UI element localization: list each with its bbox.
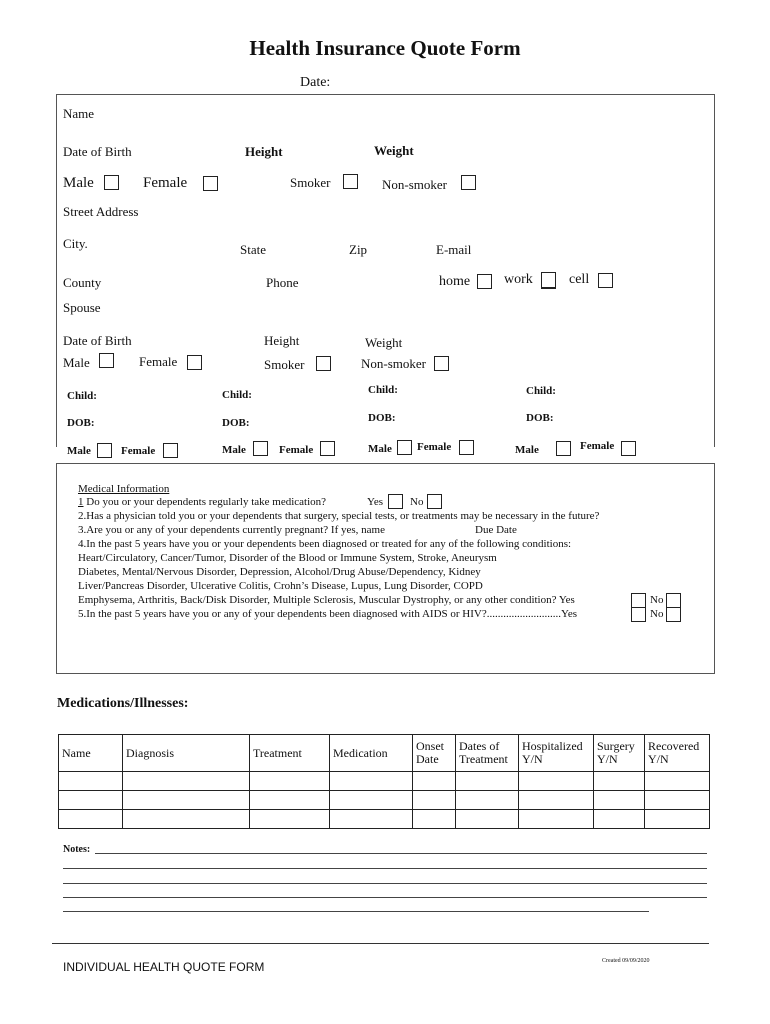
female-label: Female <box>143 175 188 191</box>
q1-text: Do you or your dependents regularly take medication? <box>83 496 327 508</box>
home-checkbox[interactable] <box>477 274 492 289</box>
city-label: City. <box>63 236 88 251</box>
spouse-height-label: Height <box>264 333 300 348</box>
child-2-female-label: Female <box>279 444 314 456</box>
spouse-label: Spouse <box>63 300 101 315</box>
medical-heading: Medical Information <box>78 483 170 495</box>
spouse-female-checkbox[interactable] <box>187 355 202 370</box>
table-cell[interactable] <box>594 810 645 829</box>
notes-line-3[interactable] <box>63 883 707 884</box>
medications-table <box>58 734 710 829</box>
q1-no-checkbox[interactable] <box>427 494 442 509</box>
county-label: County <box>63 275 102 290</box>
table-cell[interactable] <box>123 772 250 791</box>
medications-title: Medications/Illnesses: <box>57 696 189 711</box>
table-row <box>59 772 710 791</box>
col-header-dates-of-treatment: Dates of Treatment <box>456 735 519 772</box>
q1-no-label: No <box>410 496 424 508</box>
form-title: Health Insurance Quote Form <box>249 36 521 60</box>
table-cell[interactable] <box>413 772 456 791</box>
q5-no-checkbox[interactable] <box>666 607 681 622</box>
q1-yes-label: Yes <box>367 496 384 508</box>
spouse-dob-label: Date of Birth <box>63 333 132 348</box>
child-2-label: Child: <box>222 389 252 401</box>
table-cell[interactable] <box>123 791 250 810</box>
conditions-line-4: Emphysema, Arthritis, Back/Disk Disorder, Multiple Sclerosis, Muscular Dystrophy, or any other condition? Yes <box>78 594 575 606</box>
col-header-surgery: Surgery Y/N <box>594 735 645 772</box>
cell-checkbox[interactable] <box>598 273 613 288</box>
table-cell[interactable] <box>413 810 456 829</box>
q1-number: 1 <box>78 496 84 508</box>
medical-q4: 4.In the past 5 years have you or your dependents been diagnosed or treated for any of the following conditions: <box>78 538 572 550</box>
spouse-weight-label: Weight <box>365 335 403 350</box>
child-2-male-label: Male <box>222 444 246 456</box>
table-cell[interactable] <box>330 791 413 810</box>
table-cell[interactable] <box>645 810 710 829</box>
table-cell[interactable] <box>456 810 519 829</box>
table-cell[interactable] <box>250 772 330 791</box>
col-header-medication: Medication <box>330 735 413 772</box>
child-2-female-checkbox[interactable] <box>320 441 335 456</box>
child-4-male-checkbox[interactable] <box>556 441 571 456</box>
name-label: Name <box>63 106 95 121</box>
table-cell[interactable] <box>413 791 456 810</box>
street-label: Street Address <box>63 204 139 219</box>
child-1-label: Child: <box>67 390 97 402</box>
col-header-hospitalized: Hospitalized Y/N <box>519 735 594 772</box>
home-label: home <box>439 274 471 289</box>
notes-line-5[interactable] <box>63 911 649 912</box>
child-1-female-checkbox[interactable] <box>163 443 178 458</box>
q4-yes-checkbox[interactable] <box>631 593 646 608</box>
male-label: Male <box>63 175 94 191</box>
q5-yes-checkbox[interactable] <box>631 607 646 622</box>
table-cell[interactable] <box>594 772 645 791</box>
table-cell[interactable] <box>645 791 710 810</box>
state-label: State <box>240 242 266 257</box>
footer-divider <box>52 943 709 944</box>
date-label: Date: <box>300 75 331 90</box>
table-row <box>59 810 710 829</box>
table-cell[interactable] <box>59 810 123 829</box>
col-header-recovered: Recovered Y/N <box>645 735 710 772</box>
child-1-dob-label: DOB: <box>67 417 95 429</box>
spouse-nonsmoker-checkbox[interactable] <box>434 356 449 371</box>
footer-text: INDIVIDUAL HEALTH QUOTE FORM <box>63 960 265 974</box>
child-4-female-label: Female <box>580 440 615 452</box>
notes-line-2[interactable] <box>63 868 707 869</box>
child-2-dob-label: DOB: <box>222 417 250 429</box>
child-4-male-label: Male <box>515 444 539 456</box>
weight-label: Weight <box>374 143 414 158</box>
q4-no-checkbox[interactable] <box>666 593 681 608</box>
nonsmoker-checkbox[interactable] <box>461 175 476 190</box>
col-header-onset-date: Onset Date <box>413 735 456 772</box>
table-cell[interactable] <box>330 772 413 791</box>
child-4-label: Child: <box>526 385 556 397</box>
table-cell[interactable] <box>250 791 330 810</box>
table-cell[interactable] <box>456 791 519 810</box>
smoker-checkbox[interactable] <box>343 174 358 189</box>
q5-no-label: No <box>650 608 664 620</box>
email-label: E-mail <box>436 242 472 257</box>
table-header-row <box>59 735 710 772</box>
table-cell[interactable] <box>456 772 519 791</box>
child-2-male-checkbox[interactable] <box>253 441 268 456</box>
spouse-female-label: Female <box>139 354 178 369</box>
female-checkbox[interactable] <box>203 176 218 191</box>
medical-q2: 2.Has a physician told you or your dependents that surgery, special tests, or treatments may be necessary in the future? <box>78 510 600 522</box>
child-1-female-label: Female <box>121 445 156 457</box>
notes-line-4[interactable] <box>63 897 707 898</box>
conditions-line-1: Heart/Circulatory, Cancer/Tumor, Disorder of the Blood or Immune System, Stroke, Aneurysm <box>78 552 497 564</box>
col-header-diagnosis: Diagnosis <box>123 735 250 772</box>
spouse-nonsmoker-label: Non-smoker <box>361 356 426 371</box>
table-cell[interactable] <box>645 772 710 791</box>
col-header-treatment: Treatment <box>250 735 330 772</box>
cell-label: cell <box>569 272 590 287</box>
table-cell[interactable] <box>594 791 645 810</box>
spouse-smoker-checkbox[interactable] <box>316 356 331 371</box>
table-cell[interactable] <box>123 810 250 829</box>
work-checkbox[interactable] <box>541 272 556 289</box>
medical-q5: 5.In the past 5 years have you or any of your dependents been diagnosed with AIDS or HIV?...........................Yes <box>78 608 577 620</box>
child-1-male-label: Male <box>67 445 91 457</box>
dob-label: Date of Birth <box>63 144 132 159</box>
q1-yes-checkbox[interactable] <box>388 494 403 509</box>
medical-q1 <box>78 496 326 510</box>
notes-line-1[interactable] <box>95 853 707 854</box>
col-header-name: Name <box>59 735 123 772</box>
child-1-male-checkbox[interactable] <box>97 443 112 458</box>
male-checkbox[interactable] <box>104 175 119 190</box>
child-3-male-label: Male <box>368 443 392 455</box>
table-cell[interactable] <box>250 810 330 829</box>
spouse-male-label: Male <box>63 355 90 370</box>
conditions-line-2: Diabetes, Mental/Nervous Disorder, Depression, Alcohol/Drug Abuse/Dependency, Kidney <box>78 566 481 578</box>
child-3-female-checkbox[interactable] <box>459 440 474 455</box>
table-row <box>59 791 710 810</box>
table-cell[interactable] <box>519 810 594 829</box>
nonsmoker-label: Non-smoker <box>382 177 447 192</box>
notes-label: Notes: <box>63 844 91 855</box>
spouse-smoker-label: Smoker <box>264 357 305 372</box>
child-3-dob-label: DOB: <box>368 412 396 424</box>
child-4-female-checkbox[interactable] <box>621 441 636 456</box>
smoker-label: Smoker <box>290 175 331 190</box>
conditions-line-3: Liver/Pancreas Disorder, Ulcerative Colitis, Crohn’s Disease, Lupus, Lung Disorder, COPD <box>78 580 483 592</box>
zip-label: Zip <box>349 242 368 257</box>
child-3-label: Child: <box>368 384 398 396</box>
child-3-male-checkbox[interactable] <box>397 440 412 455</box>
child-4-dob-label: DOB: <box>526 412 554 424</box>
table-cell[interactable] <box>59 772 123 791</box>
table-cell[interactable] <box>330 810 413 829</box>
work-label: work <box>504 272 533 287</box>
table-cell[interactable] <box>519 772 594 791</box>
phone-label: Phone <box>266 275 299 290</box>
table-cell[interactable] <box>59 791 123 810</box>
height-label: Height <box>245 144 283 159</box>
medical-q3: 3.Are you or any of your dependents currently pregnant? If yes, name <box>78 524 385 536</box>
child-3-female-label: Female <box>417 441 452 453</box>
table-cell[interactable] <box>519 791 594 810</box>
q4-no-label: No <box>650 594 664 606</box>
due-date-label: Due Date <box>475 524 517 536</box>
spouse-male-checkbox[interactable] <box>99 353 114 368</box>
created-date: Created 09/09/2020 <box>602 958 650 964</box>
